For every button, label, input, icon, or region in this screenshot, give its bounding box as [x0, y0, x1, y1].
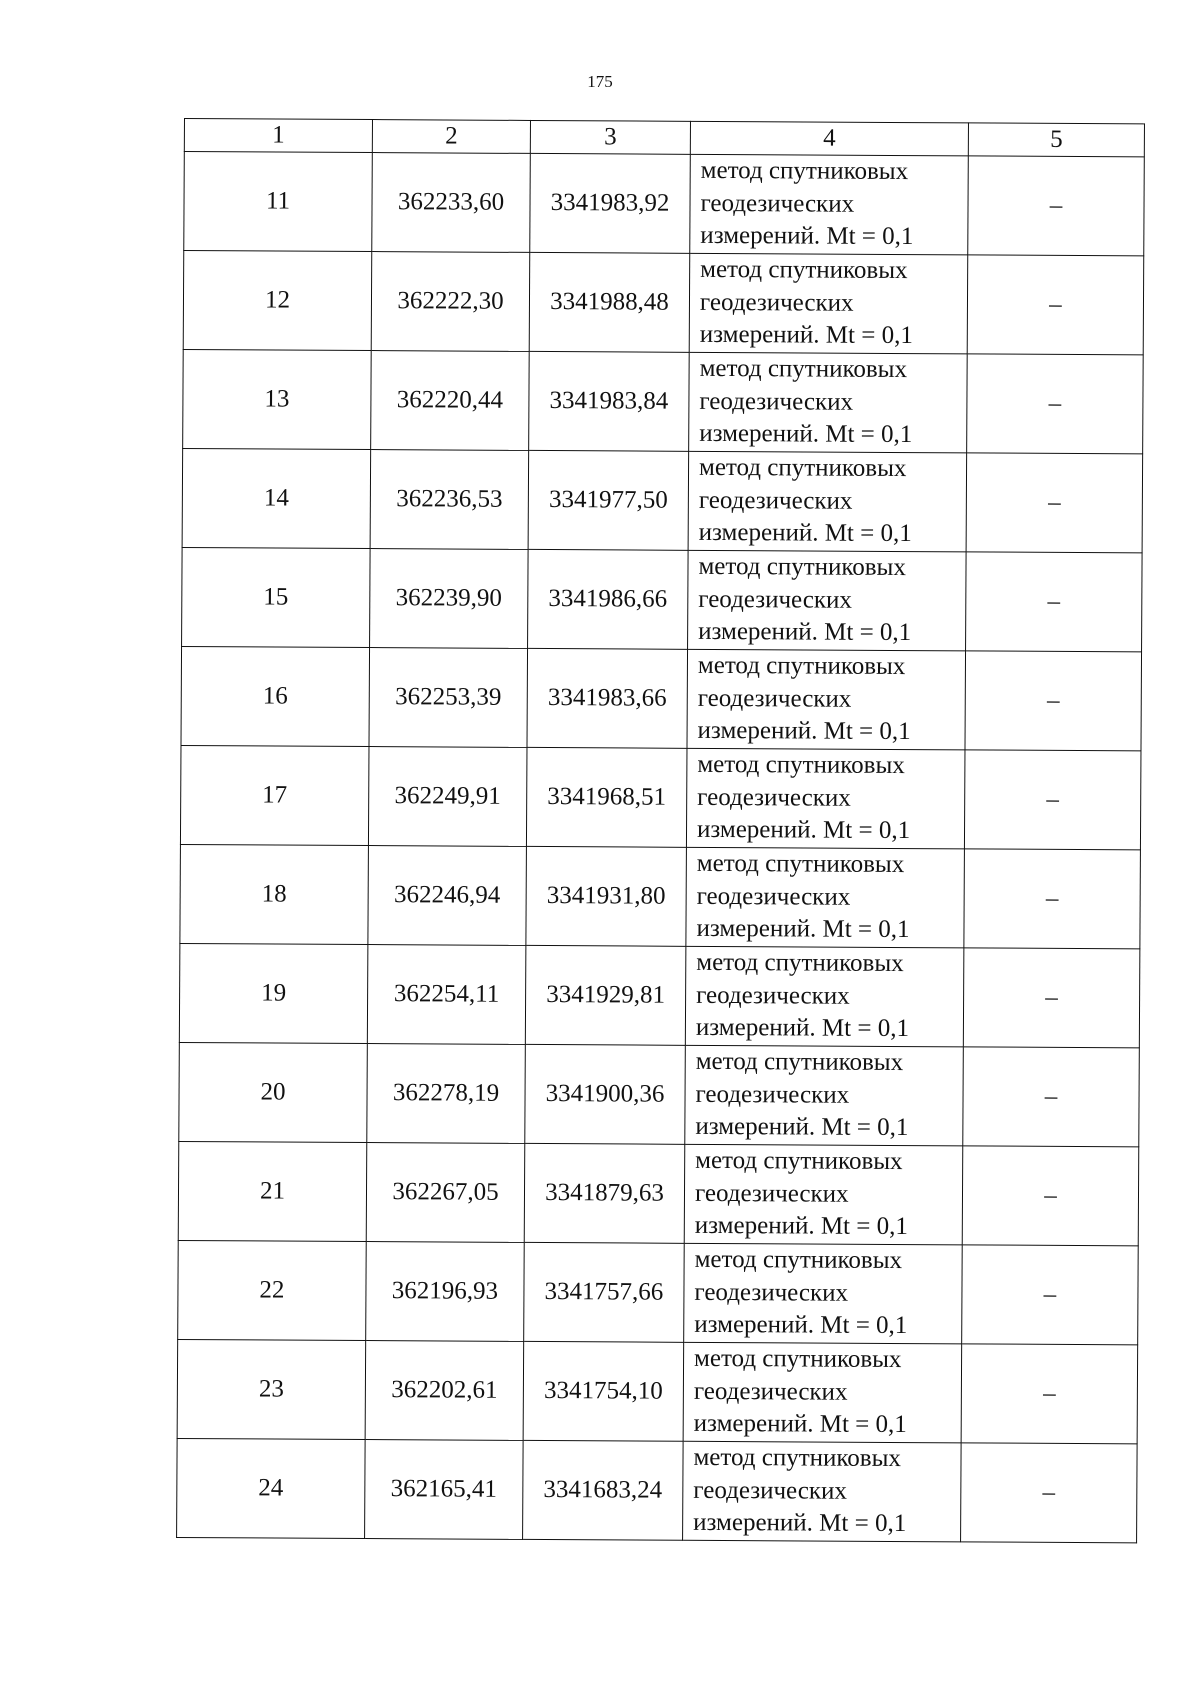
note-cell: – — [962, 1245, 1139, 1345]
method-cell — [687, 649, 966, 750]
table-row — [180, 844, 1141, 948]
point-number-cell: 19 — [179, 943, 368, 1043]
column-header-2: 2 — [372, 120, 530, 154]
table-row — [183, 349, 1144, 453]
coordinate-y-cell: 3341988,48 — [529, 252, 690, 352]
note-cell: – — [968, 156, 1145, 256]
coordinate-x-cell: 362249,91 — [368, 747, 527, 847]
note-cell: – — [966, 552, 1143, 652]
method-text-line: метод спутниковых — [696, 850, 905, 879]
point-number-cell: 24 — [177, 1438, 366, 1538]
column-header-5: 5 — [968, 123, 1144, 157]
point-number-cell: 16 — [181, 646, 370, 746]
coordinate-x-cell: 362236,53 — [370, 450, 529, 550]
note-cell: – — [961, 1443, 1138, 1543]
method-text-line: геодезических — [694, 1278, 849, 1307]
point-number-cell: 22 — [178, 1240, 367, 1340]
point-number-cell: 20 — [179, 1042, 368, 1142]
coordinate-y-cell: 3341879,63 — [524, 1143, 685, 1243]
method-text-line: измерений. Mt = 0,1 — [693, 1509, 907, 1538]
method-text-line: измерений. Mt = 0,1 — [694, 1212, 908, 1241]
table-row — [183, 251, 1144, 355]
table-row — [181, 646, 1142, 750]
method-cell — [688, 550, 967, 651]
coordinate-y-cell: 3341983,84 — [529, 351, 690, 451]
method-cell — [685, 1045, 964, 1146]
method-text-line: измерений. Mt = 0,1 — [697, 717, 911, 746]
method-text-line: метод спутниковых — [694, 1246, 903, 1275]
table-row — [178, 1240, 1139, 1344]
coordinates-table — [176, 118, 1145, 1543]
coordinate-x-cell: 362202,61 — [365, 1341, 524, 1441]
method-text-line: метод спутниковых — [695, 1048, 904, 1077]
table-row — [180, 745, 1141, 849]
method-text-line: геодезических — [698, 486, 853, 515]
method-cell — [690, 154, 969, 255]
coordinate-x-cell: 362267,05 — [366, 1143, 525, 1243]
method-cell — [686, 847, 965, 948]
table-row — [177, 1339, 1138, 1443]
coordinate-y-cell: 3341977,50 — [528, 450, 689, 550]
method-text-line: измерений. Mt = 0,1 — [700, 222, 914, 251]
method-text-line: геодезических — [700, 189, 855, 218]
coordinate-y-cell: 3341986,66 — [528, 549, 689, 649]
method-text-line: измерений. Mt = 0,1 — [693, 1410, 907, 1439]
point-number-cell: 18 — [180, 844, 369, 944]
page-number: 175 — [587, 72, 613, 91]
method-text-line: геодезических — [696, 981, 850, 1010]
method-text-line: метод спутниковых — [700, 256, 908, 285]
method-text-line: измерений. Mt = 0,1 — [696, 816, 911, 845]
note-cell: – — [963, 948, 1140, 1048]
coordinate-x-cell: 362196,93 — [366, 1242, 525, 1342]
method-cell — [683, 1342, 962, 1443]
method-cell — [683, 1441, 962, 1542]
method-cell — [684, 1243, 963, 1344]
coordinate-x-cell: 362165,41 — [365, 1440, 524, 1540]
table-row — [182, 448, 1143, 552]
note-cell: – — [965, 651, 1142, 751]
method-text-line: метод спутниковых — [697, 652, 906, 681]
note-cell: – — [967, 255, 1144, 355]
method-text-line: измерений. Mt = 0,1 — [694, 1311, 908, 1340]
point-number-cell: 17 — [180, 745, 369, 845]
coordinate-x-cell: 362222,30 — [371, 252, 530, 352]
method-text-line: геодезических — [694, 1179, 849, 1208]
method-cell — [684, 1144, 963, 1245]
coordinate-x-cell: 362220,44 — [371, 351, 530, 451]
method-text-line: измерений. Mt = 0,1 — [699, 321, 913, 350]
method-text-line: метод спутниковых — [694, 1345, 902, 1374]
note-cell: – — [963, 1047, 1140, 1147]
method-text-line: метод спутниковых — [693, 1444, 902, 1473]
coordinate-x-cell: 362254,11 — [367, 945, 526, 1045]
coordinate-x-cell: 362233,60 — [372, 153, 531, 253]
coordinate-y-cell: 3341983,66 — [527, 648, 688, 748]
note-cell: – — [962, 1146, 1139, 1246]
coordinate-y-cell: 3341931,80 — [526, 846, 687, 946]
point-number-cell: 11 — [184, 152, 373, 252]
table-row — [179, 943, 1140, 1047]
method-text-line: метод спутниковых — [697, 751, 905, 780]
column-header-1: 1 — [184, 119, 372, 153]
method-text-line: геодезических — [699, 387, 854, 416]
coordinate-y-cell: 3341929,81 — [525, 945, 686, 1045]
coordinate-y-cell: 3341968,51 — [526, 747, 687, 847]
method-text-line: геодезических — [698, 585, 852, 614]
method-text-line: метод спутниковых — [696, 949, 904, 978]
method-text-line: измерений. Mt = 0,1 — [698, 618, 912, 647]
coordinate-y-cell: 3341683,24 — [523, 1440, 684, 1540]
table-row — [184, 152, 1145, 256]
point-number-cell: 21 — [178, 1141, 367, 1241]
table-row — [178, 1141, 1139, 1245]
method-text-line: метод спутниковых — [699, 355, 908, 384]
coordinate-y-cell: 3341757,66 — [524, 1242, 685, 1342]
note-cell: – — [964, 750, 1141, 850]
coordinate-x-cell: 362278,19 — [367, 1044, 526, 1144]
method-text-line: измерений. Mt = 0,1 — [698, 519, 912, 548]
coordinate-y-cell: 3341900,36 — [525, 1044, 686, 1144]
table-row — [177, 1438, 1138, 1542]
method-text-line: измерений. Mt = 0,1 — [696, 915, 910, 944]
column-header-4: 4 — [690, 121, 968, 156]
method-text-line: метод спутниковых — [695, 1147, 903, 1176]
coordinate-y-cell: 3341983,92 — [530, 153, 691, 253]
header-row — [184, 119, 1144, 157]
table-row — [182, 547, 1143, 651]
method-text-line: геодезических — [693, 1377, 848, 1406]
method-text-line: метод спутниковых — [698, 454, 907, 483]
point-number-cell: 15 — [182, 547, 371, 647]
method-text-line: измерений. Mt = 0,1 — [699, 420, 913, 449]
method-text-line: геодезических — [696, 882, 851, 911]
method-text-line: геодезических — [697, 684, 852, 713]
method-cell — [689, 253, 968, 354]
method-text-line: измерений. Mt = 0,1 — [695, 1014, 910, 1043]
point-number-cell: 12 — [183, 251, 372, 351]
note-cell: – — [966, 453, 1143, 553]
method-text-line: геодезических — [693, 1476, 848, 1505]
coordinate-x-cell: 362253,39 — [369, 648, 528, 748]
method-text-line: геодезических — [697, 783, 851, 812]
coordinate-y-cell: 3341754,10 — [523, 1341, 684, 1441]
method-text-line: измерений. Mt = 0,1 — [695, 1113, 909, 1142]
table-row — [179, 1042, 1140, 1146]
method-text-line: геодезических — [695, 1080, 850, 1109]
note-cell: – — [967, 354, 1144, 454]
column-header-3: 3 — [530, 120, 690, 154]
note-cell: – — [961, 1344, 1138, 1444]
method-cell — [686, 748, 965, 849]
point-number-cell: 23 — [177, 1339, 366, 1439]
note-cell: – — [964, 849, 1141, 949]
table-body — [177, 152, 1145, 1543]
coordinate-x-cell: 362239,90 — [370, 549, 529, 649]
method-cell — [685, 946, 964, 1047]
coordinate-x-cell: 362246,94 — [368, 846, 527, 946]
method-cell — [688, 451, 967, 552]
method-text-line: геодезических — [699, 288, 854, 317]
method-text-line: метод спутниковых — [698, 553, 906, 582]
method-cell — [689, 352, 968, 453]
point-number-cell: 13 — [183, 349, 372, 449]
point-number-cell: 14 — [182, 448, 371, 548]
method-text-line: метод спутниковых — [700, 157, 909, 186]
